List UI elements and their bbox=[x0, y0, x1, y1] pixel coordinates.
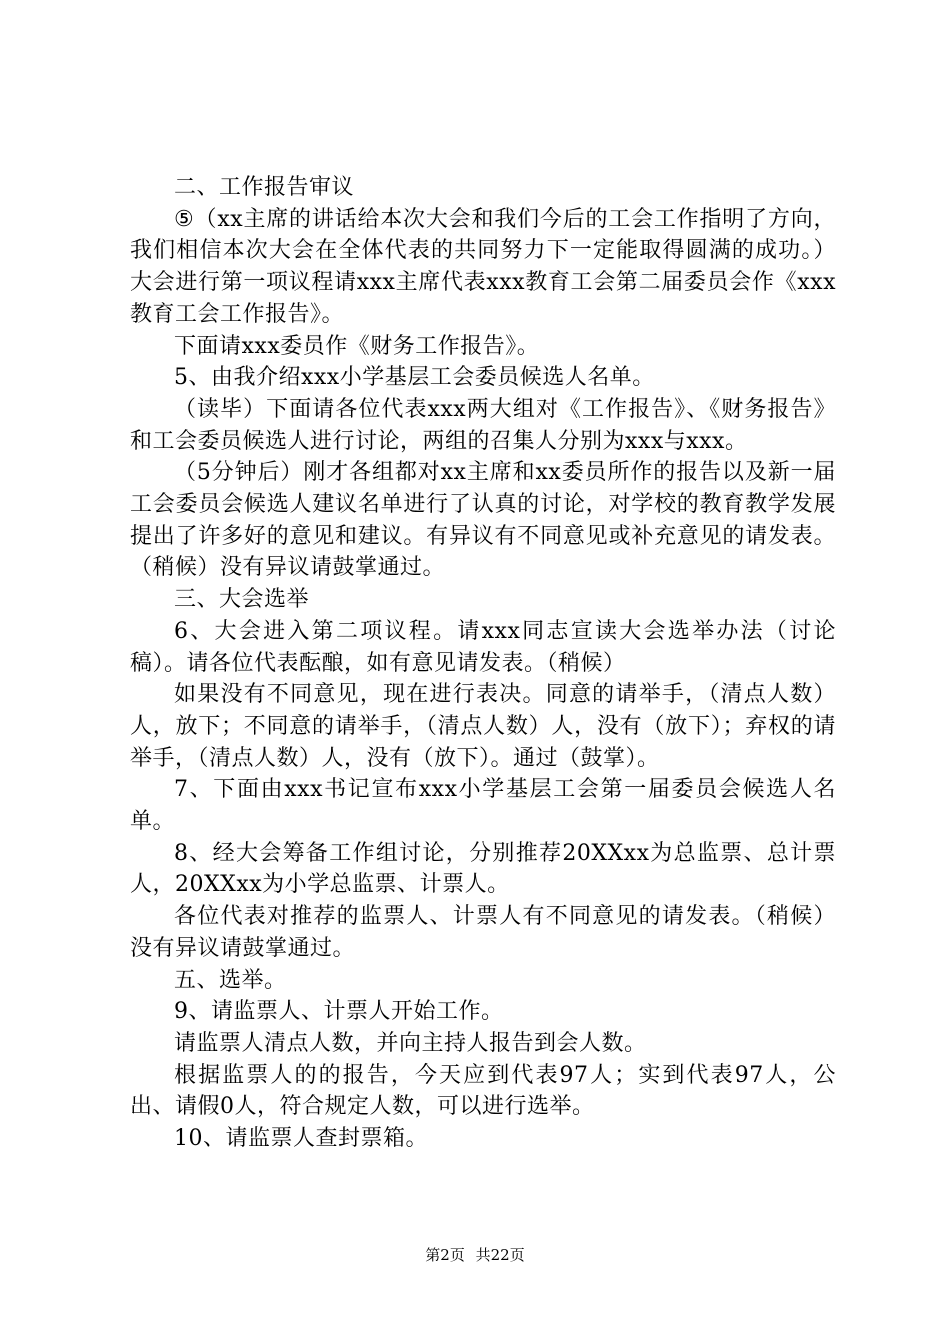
document-body bbox=[130, 172, 836, 1155]
paragraph: 各位代表对推荐的监票人、计票人有不同意见的请发表。（稍候）没有异议请鼓掌通过。 bbox=[130, 904, 836, 961]
paragraph: 根据监票人的的报告，今天应到代表97人；实到代表97人，公出、请假0人，符合规定人数，可以进行选举。 bbox=[130, 1062, 836, 1120]
paragraph: 请监票人清点人数，并向主持人报告到会人数。 bbox=[174, 1030, 647, 1056]
paragraph: 5、由我介绍xxx小学基层工会委员候选人名单。 bbox=[174, 365, 655, 391]
paragraph: （5分钟后）刚才各组都对xx主席和xx委员所作的报告以及新一届工会委员会候选人建议名单进行了认真的讨论，对学校的教育教学发展提出了许多好的意见和建议。有异议有不同意见或补充意见的请发表。（稍候）没有异议请鼓掌通过。 bbox=[130, 460, 836, 581]
page-number: 第2页 bbox=[425, 1246, 465, 1264]
paragraph: 6、大会进入第二项议程。请xxx同志宣读大会选举办法（讨论稿）。请各位代表酝酿，如有意见请发表。（稍候） bbox=[130, 618, 836, 676]
paragraph: 7、下面由xxx书记宣布xxx小学基层工会第一届委员会候选人名单。 bbox=[130, 777, 836, 835]
paragraph: 下面请xxx委员作《财务工作报告》。 bbox=[174, 333, 540, 359]
page-total: 共22页 bbox=[475, 1246, 525, 1264]
paragraph: 如果没有不同意见，现在进行表决。同意的请举手，（清点人数）人，放下；不同意的请举手，（清点人数）人，没有（放下）；弃权的请举手，（清点人数）人，没有（放下）。通过（鼓掌）。 bbox=[130, 682, 836, 771]
paragraph: ⑤（xx主席的讲话给本次大会和我们今后的工会工作指明了方向，我们相信本次大会在全体代表的共同努力下一定能取得圆满的成功。）大会进行第一项议程请xxx主席代表xxx教育工会第二届委员会作《xxx教育工会工作报告》。 bbox=[130, 206, 836, 327]
heading-election: 三、大会选举 bbox=[174, 587, 310, 613]
paragraph: 10、请监票人查封票箱。 bbox=[174, 1126, 428, 1152]
paragraph: 9、请监票人、计票人开始工作。 bbox=[174, 999, 504, 1025]
heading-work-report-review: 二、工作报告审议 bbox=[174, 175, 355, 200]
page-footer bbox=[0, 1244, 950, 1265]
paragraph: （读毕）下面请各位代表xxx两大组对《工作报告》、《财务报告》和工会委员候选人进行讨论，两组的召集人分别为xxx与xxx。 bbox=[130, 396, 836, 454]
paragraph: 8、经大会筹备工作组讨论，分别推荐20XXxx为总监票、总计票人，20XXxx为小学总监票、计票人。 bbox=[130, 840, 836, 898]
heading-voting: 五、选举。 bbox=[174, 967, 287, 993]
